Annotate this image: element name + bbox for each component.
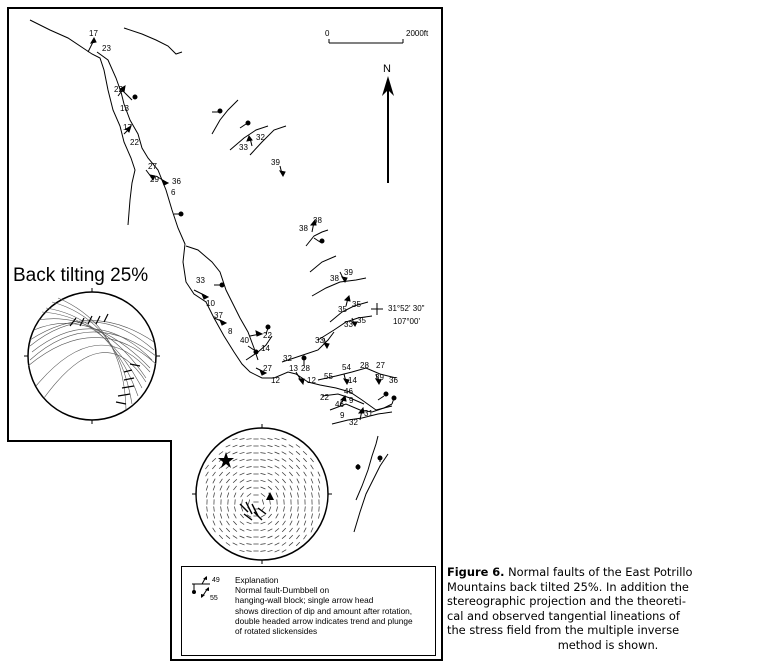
vector-tick	[240, 536, 245, 538]
vector-tick	[311, 479, 313, 484]
measurement-label: 28	[360, 361, 369, 370]
vector-tick	[240, 459, 245, 461]
vector-tick	[318, 479, 320, 484]
vector-tick	[206, 479, 208, 484]
measurement-label: 39	[344, 268, 353, 277]
vector-tick	[275, 521, 278, 525]
vector-tick	[219, 452, 223, 455]
vector-tick	[289, 542, 293, 545]
vector-tick	[304, 472, 307, 476]
measurement-label: 55	[324, 372, 333, 381]
caption-line: Normal faults of the East Potrillo	[508, 565, 693, 579]
vector-tick	[234, 493, 236, 498]
measurement-label: 35	[338, 305, 347, 314]
vector-tick	[260, 544, 265, 545]
vector-tick	[284, 506, 285, 511]
vector-tick	[304, 521, 306, 526]
vector-tick	[246, 467, 251, 468]
measurement-label: 22	[114, 85, 123, 94]
vector-tick	[282, 479, 285, 483]
north-label: N	[383, 63, 391, 75]
vector-tick	[207, 492, 208, 497]
measurement-label: 38	[299, 224, 308, 233]
vector-tick	[304, 479, 306, 484]
vector-tick	[240, 445, 245, 446]
vector-tick	[268, 543, 273, 545]
vector-tick	[296, 465, 299, 469]
caption-line: cal and observed tangential lineations of	[447, 608, 680, 623]
measurement-label: 29	[150, 175, 159, 184]
vector-tick	[268, 459, 273, 461]
vector-tick	[247, 537, 252, 538]
measurement-label: 28	[301, 364, 310, 373]
vector-tick	[282, 528, 286, 532]
measurement-label: 9	[340, 411, 345, 420]
coordinate-marker	[371, 303, 425, 326]
vector-tick	[275, 486, 278, 490]
vector-tick	[233, 543, 238, 545]
vector-tick	[290, 493, 291, 498]
vector-tick	[305, 506, 306, 511]
vector-tick	[303, 451, 307, 455]
vector-tick	[275, 452, 280, 454]
dip-symbols	[124, 92, 396, 470]
legend-line: shows direction of dip and amount after rotation,	[235, 605, 413, 616]
measurement-label: 12	[307, 376, 316, 385]
scale-start-label: 0	[325, 29, 330, 38]
vector-tick	[227, 486, 230, 491]
vector-tick	[240, 522, 244, 525]
legend-line: double headed arrow indicates trend and plunge	[235, 615, 413, 626]
measurement-label: 17	[89, 29, 98, 38]
vector-tick	[275, 466, 280, 469]
measurement-label: 33	[196, 276, 205, 285]
vector-tick	[260, 439, 265, 440]
vector-tick	[226, 472, 230, 476]
vector-tick	[213, 472, 216, 476]
vector-tick	[226, 535, 230, 538]
measurement-label: 32	[256, 133, 265, 142]
latitude-label: 31°52' 30"	[388, 304, 425, 313]
measurement-label: 38	[330, 274, 339, 283]
legend-plunge-value: 55	[210, 595, 218, 601]
vector-tick	[240, 439, 245, 440]
vector-tick	[261, 515, 265, 518]
measurement-label: 40	[240, 336, 249, 345]
vector-tick	[206, 514, 207, 519]
vector-tick	[290, 514, 292, 519]
vector-tick	[227, 493, 229, 498]
vector-tick	[282, 459, 286, 462]
measurement-label: 33	[315, 336, 324, 345]
vector-tick	[261, 487, 266, 489]
vector-tick	[247, 529, 252, 530]
vector-tick	[268, 536, 273, 538]
legend-box	[181, 566, 436, 656]
vector-tick	[261, 480, 266, 482]
vector-tick	[219, 472, 222, 476]
vector-tick	[289, 535, 293, 539]
vector-tick	[240, 514, 243, 518]
vector-tick	[246, 446, 251, 447]
vector-tick	[297, 521, 299, 526]
measurement-label: 14	[261, 344, 270, 353]
vector-tick	[233, 473, 237, 476]
vector-tick	[247, 487, 252, 489]
vector-tick	[219, 535, 223, 539]
vector-tick	[233, 445, 238, 447]
measurement-label: 39	[271, 158, 280, 167]
vector-tick	[226, 479, 229, 483]
measurement-label: 27	[376, 361, 385, 370]
vector-tick	[240, 550, 245, 551]
vector-tick	[240, 473, 245, 475]
vector-tick	[228, 506, 229, 511]
caption-line: Mountains back tilted 25%. In addition the	[447, 579, 689, 594]
vector-tick	[233, 466, 238, 469]
measurement-label: 23	[102, 44, 111, 53]
vector-tick	[260, 453, 265, 454]
vector-tick	[268, 529, 273, 531]
vector-tick	[233, 459, 238, 461]
measurement-label: 46	[335, 400, 344, 409]
measurement-label: 27	[263, 364, 272, 373]
vector-tick	[261, 537, 266, 538]
vector-tick	[213, 521, 215, 526]
vector-tick	[241, 493, 244, 497]
vector-tick	[303, 465, 306, 469]
vector-tick	[219, 528, 222, 532]
vector-tick	[275, 479, 279, 483]
legend-line: Normal fault-Dumbbell on	[235, 585, 330, 596]
vector-tick	[246, 551, 251, 552]
vector-tick	[282, 472, 286, 476]
vector-tick	[268, 514, 271, 518]
vector-tick	[276, 514, 279, 519]
vector-tick	[289, 528, 292, 532]
vector-tick	[290, 486, 292, 491]
vector-tick	[310, 458, 313, 462]
vector-tick	[312, 514, 313, 519]
vector-tick	[260, 551, 265, 552]
vector-tick	[276, 493, 278, 498]
vector-tick	[247, 522, 252, 524]
scale-bar	[325, 29, 429, 43]
vector-tick	[260, 467, 265, 468]
vector-tick	[242, 499, 243, 504]
vector-tick	[248, 500, 249, 505]
vector-tick	[240, 486, 244, 489]
map-frame	[8, 8, 442, 660]
vector-tick	[275, 438, 280, 440]
vector-tick	[262, 500, 263, 505]
vector-tick	[207, 506, 208, 511]
vector-tick	[289, 458, 293, 461]
vector-tick	[298, 493, 299, 498]
vector-tick	[233, 479, 237, 483]
vector-tick	[282, 535, 286, 538]
legend-line: of rotated slickensides	[235, 626, 318, 637]
vector-tick	[226, 445, 231, 447]
vector-tick	[282, 465, 286, 468]
vector-tick	[297, 479, 299, 484]
measurement-label: 32	[283, 354, 292, 363]
vector-tick	[311, 521, 313, 526]
vector-tick	[304, 535, 307, 539]
vector-tick	[283, 521, 286, 525]
vector-tick	[214, 493, 215, 498]
caption-line: the stress field from the multiple inverse	[447, 623, 680, 638]
vector-tick	[319, 492, 320, 497]
vector-tick	[304, 486, 306, 491]
vector-tick	[233, 486, 236, 490]
vector-tick	[283, 486, 286, 491]
vector-tick	[282, 452, 287, 455]
vector-tick	[269, 507, 271, 512]
measurement-label: 10	[206, 299, 215, 308]
measurement-label: 36	[389, 376, 398, 385]
vector-tick	[276, 507, 277, 512]
measurement-label: 35	[352, 300, 361, 309]
vector-tick	[275, 543, 280, 545]
vector-tick	[240, 466, 245, 468]
measurement-label: 33	[344, 320, 353, 329]
vector-tick	[297, 486, 299, 491]
vector-tick	[220, 486, 222, 491]
measurement-label: 22	[130, 138, 139, 147]
vector-tick	[261, 529, 266, 530]
measurement-label: 46	[344, 387, 353, 396]
vector-tick	[297, 528, 300, 532]
vector-tick	[304, 514, 305, 519]
measurement-label: 9	[349, 396, 354, 405]
vector-tick	[311, 465, 314, 469]
vector-tick	[275, 473, 279, 476]
vector-tick	[289, 465, 293, 469]
vector-tick	[213, 514, 214, 519]
vector-tick	[268, 452, 273, 453]
caption-label: Figure 6.	[447, 565, 505, 579]
measurement-label: 54	[342, 363, 351, 372]
vector-tick	[247, 493, 251, 496]
vector-tick	[268, 445, 273, 446]
scale-end-label: 2000ft	[406, 29, 429, 38]
vector-tick	[290, 479, 293, 483]
vector-tick	[213, 479, 215, 484]
vector-tick	[290, 521, 292, 526]
vector-tick	[275, 445, 280, 447]
measurement-label: 37	[214, 311, 223, 320]
vector-tick	[275, 550, 280, 552]
vector-tick	[205, 465, 208, 469]
vector-tick	[268, 522, 272, 525]
vector-tick	[311, 472, 313, 477]
vector-tick	[268, 473, 273, 475]
vector-tick	[319, 513, 320, 518]
vector-tick	[275, 536, 279, 539]
vector-tick	[289, 472, 292, 476]
measurement-label: 33	[239, 143, 248, 152]
vector-tick	[305, 492, 306, 497]
vector-tick	[213, 486, 215, 491]
vector-tick	[212, 465, 215, 469]
vector-tick	[289, 445, 293, 448]
vector-tick	[296, 451, 300, 454]
vector-tick	[220, 479, 223, 483]
vector-tick	[275, 528, 279, 531]
vector-tick	[312, 492, 313, 497]
vector-tick	[291, 506, 292, 511]
vector-tick	[296, 542, 300, 546]
vector-tick	[261, 522, 266, 524]
measurement-labels	[89, 29, 398, 427]
vector-tick	[213, 528, 216, 532]
vector-tick	[283, 493, 285, 498]
measurement-label: 17	[123, 123, 132, 132]
vector-tick	[233, 521, 236, 525]
vector-tick	[268, 480, 272, 483]
vector-tick	[296, 458, 300, 462]
legend-title: Explanation	[235, 575, 279, 585]
measurement-label: 6	[171, 188, 176, 197]
vector-tick	[240, 529, 245, 531]
vector-tick	[282, 543, 286, 546]
measurement-label: 32	[349, 418, 358, 427]
vector-tick	[246, 460, 251, 461]
measurement-label: 13	[289, 364, 298, 373]
vector-tick	[261, 473, 266, 474]
legend-line: hanging-wall block; single arrow head	[235, 595, 374, 606]
north-arrow	[382, 63, 394, 183]
stereonet-great-circles	[24, 288, 160, 424]
vector-tick	[303, 458, 306, 462]
vector-tick	[233, 452, 238, 454]
vector-tick	[283, 514, 285, 519]
vector-tick	[268, 486, 272, 489]
figure-caption	[447, 565, 769, 653]
measurement-label: 35	[357, 316, 366, 325]
vector-tick	[247, 473, 252, 474]
vector-tick	[226, 528, 230, 532]
fault-symbol	[190, 575, 224, 601]
vector-tick	[282, 445, 287, 447]
vector-tick	[246, 453, 251, 454]
measurement-label: 13	[120, 104, 129, 113]
vector-tick	[268, 439, 273, 440]
vector-tick	[289, 452, 293, 455]
vector-tick	[246, 544, 251, 545]
vector-tick	[282, 438, 287, 440]
vector-tick	[214, 506, 215, 511]
measurement-label: 38	[313, 216, 322, 225]
vector-tick	[260, 446, 265, 447]
vector-tick	[311, 486, 312, 491]
vector-tick	[246, 439, 251, 440]
vector-tick	[240, 452, 245, 453]
vector-tick	[270, 499, 271, 504]
vector-tick	[298, 506, 299, 511]
measurement-label: 27	[148, 162, 157, 171]
measurement-label: 8	[228, 327, 233, 336]
measurement-label: 12	[271, 376, 280, 385]
vector-tick	[282, 550, 286, 553]
vector-tick	[240, 480, 244, 483]
vector-tick	[296, 445, 300, 448]
measurement-label: 14	[348, 376, 357, 385]
vector-tick	[226, 543, 230, 546]
vector-tick	[260, 460, 265, 461]
longitude-label: 107°00'	[393, 317, 420, 326]
vector-tick	[220, 521, 222, 526]
legend-text	[235, 575, 413, 636]
vector-tick	[233, 536, 237, 539]
vector-tick	[227, 514, 229, 519]
vector-tick	[221, 506, 222, 511]
caption-line: stereographic projection and the theoreti-	[447, 594, 686, 609]
vector-tick	[233, 528, 237, 531]
vector-tick	[220, 493, 221, 498]
vector-tick	[297, 472, 300, 476]
measurement-label: 22	[263, 331, 272, 340]
vector-tick	[261, 493, 265, 496]
vector-tick	[297, 514, 298, 519]
vector-tick	[212, 458, 216, 462]
vector-tick	[296, 535, 299, 539]
vector-tick	[247, 480, 252, 482]
stereonet-stress-field	[192, 424, 332, 564]
caption-line: method is shown.	[557, 637, 659, 652]
vector-tick	[304, 528, 306, 533]
measurement-label: 31	[364, 409, 373, 418]
vector-tick	[268, 466, 273, 468]
vector-tick	[234, 507, 235, 512]
vector-tick	[240, 543, 245, 545]
map-title: Back tilting 25%	[13, 265, 149, 286]
vector-tick	[206, 486, 208, 491]
measurement-label: 39	[375, 373, 384, 382]
vector-tick	[234, 514, 237, 519]
vector-tick	[318, 472, 320, 477]
vector-tick	[275, 459, 280, 461]
vector-tick	[233, 438, 238, 440]
measurement-label: 22	[320, 393, 329, 402]
legend-dip-value: 49	[212, 577, 220, 584]
vector-tick	[318, 486, 319, 491]
measurement-label: 36	[172, 177, 181, 186]
dip-arrows	[88, 38, 381, 420]
vector-tick	[311, 528, 313, 533]
vector-tick	[206, 472, 209, 476]
vector-tick	[227, 521, 230, 525]
vector-tick	[268, 550, 273, 551]
vector-tick	[220, 514, 222, 519]
